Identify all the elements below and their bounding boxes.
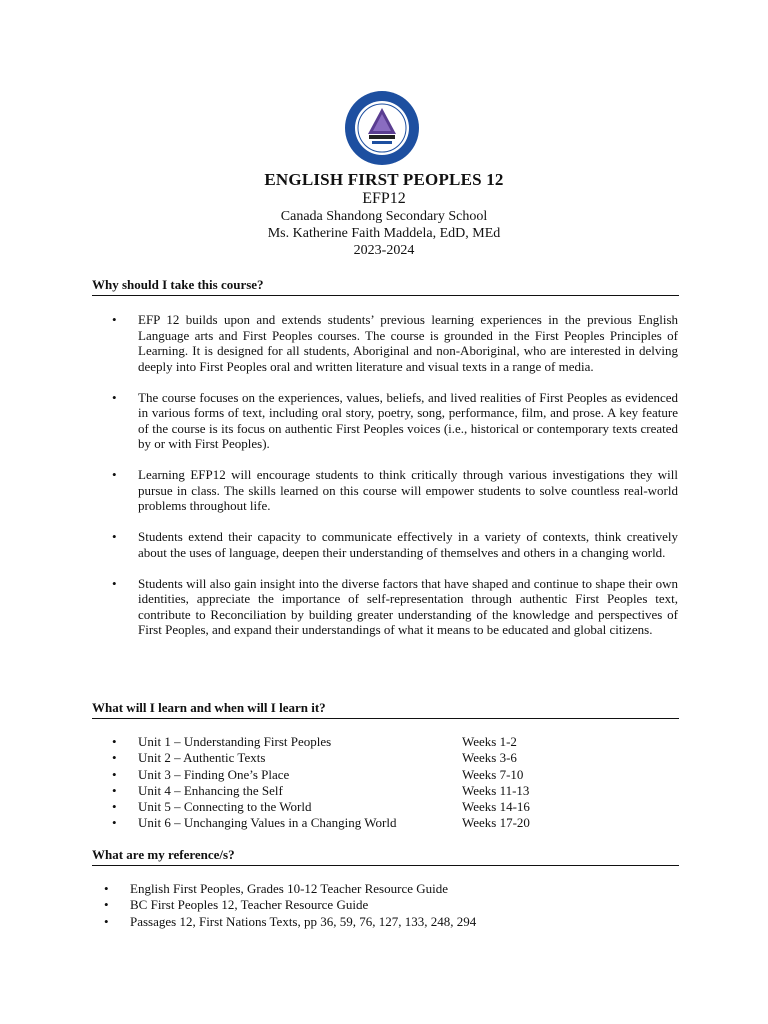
unit-weeks: Weeks 14-16 <box>462 799 530 815</box>
course-title: ENGLISH FIRST PEOPLES 12 <box>264 170 504 189</box>
school-name: Canada Shandong Secondary School <box>280 209 488 224</box>
item-text: The course focuses on the experiences, values, beliefs, and lived realities of First Peoples as evidenced in various forms of text, including oral story, poetry, song, performance, film, and prose. A key feature of the course is its focus on authentic First Peoples voices (i.e., historical or contemporary texts created by or with First Peoples). <box>138 389 678 451</box>
units-list <box>112 734 612 832</box>
item-text: EFP 12 builds upon and extends students’ previous learning experiences in the previous English Language arts and First Peoples courses. The course is grounded in the First Peoples Principles of Learning. It is designed for all students, Aboriginal and non-Aboriginal, who are interested in delving deeply into First Peoples oral and written literature and visual texts in a range of media. <box>138 312 678 374</box>
list-item <box>112 529 678 560</box>
teacher-name: Ms. Katherine Faith Maddela, EdD, MEd <box>267 226 501 241</box>
item-text: Students extend their capacity to communicate effectively in a variety of contexts, think creatively about the uses of language, deepen their understanding of themselves and others in a changing world. <box>138 529 678 560</box>
unit-weeks: Weeks 1-2 <box>462 734 517 749</box>
bullet-icon: • <box>112 799 117 815</box>
unit-weeks: Weeks 17-20 <box>462 815 530 831</box>
bullet-icon: • <box>112 529 117 544</box>
list-item <box>112 390 678 452</box>
bullet-icon: • <box>112 467 117 482</box>
bullet-icon: • <box>112 782 117 798</box>
unit-row <box>112 734 612 750</box>
bullet-icon: • <box>104 897 109 913</box>
list-item <box>104 881 664 897</box>
list-item <box>104 914 664 930</box>
unit-name: Unit 3 – Finding One’s Place <box>138 766 290 782</box>
course-code: EFP12 <box>362 190 406 207</box>
refs-list <box>104 881 664 930</box>
bullet-icon: • <box>112 815 117 831</box>
unit-row <box>112 750 612 766</box>
bullet-icon: • <box>112 312 117 327</box>
school-year: 2023-2024 <box>353 243 415 258</box>
list-item <box>112 576 678 638</box>
unit-weeks: Weeks 11-13 <box>462 782 530 798</box>
bullet-icon: • <box>112 766 117 782</box>
unit-name: Unit 5 – Connecting to the World <box>138 799 312 815</box>
refs-heading: What are my reference/s? <box>92 847 679 866</box>
unit-row <box>112 815 612 831</box>
unit-name: Unit 2 – Authentic Texts <box>138 750 266 766</box>
unit-weeks: Weeks 7-10 <box>462 766 524 782</box>
list-item <box>112 467 678 514</box>
list-item <box>112 312 678 374</box>
ref-text: English First Peoples, Grades 10-12 Teacher Resource Guide <box>130 881 448 896</box>
unit-name: Unit 1 – Understanding First Peoples <box>138 734 332 749</box>
school-crest-icon <box>344 90 420 166</box>
ref-text: Passages 12, First Nations Texts, pp 36, 59, 76, 127, 133, 248, 294 <box>130 913 477 929</box>
bullet-icon: • <box>112 389 117 405</box>
bullet-icon: • <box>112 575 117 591</box>
unit-name: Unit 6 – Unchanging Values in a Changing World <box>138 815 397 831</box>
bullet-icon: • <box>104 881 109 896</box>
item-text: Students will also gain insight into the diverse factors that have shaped and continue to shape their own identities, appreciate the importance of self-representation through authentic First Peoples text, contribute to Reconciliation by building greater understanding of the knowledge and perspectives of First Peoples, and expand their understandings of what it means to be educated and global citizens. <box>138 575 678 637</box>
why-heading: Why should I take this course? <box>92 277 679 296</box>
learn-heading: What will I learn and when will I learn it? <box>92 700 679 719</box>
why-list <box>112 312 678 653</box>
unit-row <box>112 799 612 815</box>
list-item <box>104 897 664 913</box>
unit-name: Unit 4 – Enhancing the Self <box>138 782 283 798</box>
ref-text: BC First Peoples 12, Teacher Resource Guide <box>130 897 369 913</box>
unit-row <box>112 767 612 783</box>
bullet-icon: • <box>112 734 117 749</box>
bullet-icon: • <box>112 750 117 766</box>
item-text: Learning EFP12 will encourage students to think critically through various investigations they will pursue in class. The skills learned on this course will empower students to solve countless real-world problems throughout life. <box>138 467 678 513</box>
bullet-icon: • <box>104 913 109 929</box>
unit-weeks: Weeks 3-6 <box>462 750 517 766</box>
unit-row <box>112 783 612 799</box>
